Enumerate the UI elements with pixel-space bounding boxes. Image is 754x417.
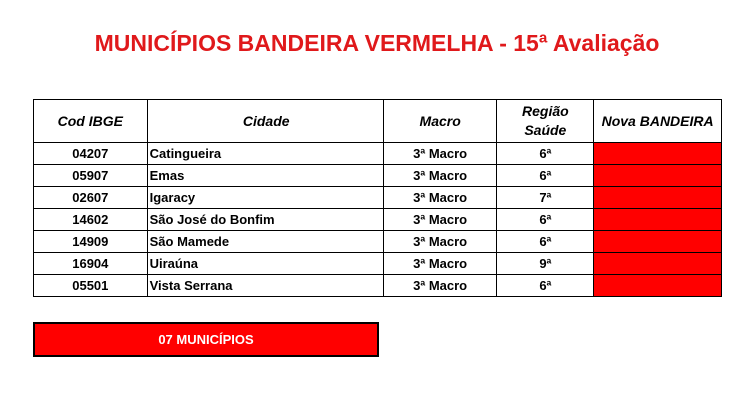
header-regiao-line1: Região (522, 103, 569, 119)
municipios-table (33, 99, 722, 297)
cell-cod: 04207 (34, 143, 148, 165)
header-cod-ibge: Cod IBGE (34, 100, 148, 143)
cell-regiao: 6ª (497, 209, 594, 231)
cell-regiao: 7ª (497, 187, 594, 209)
cell-regiao: 6ª (497, 165, 594, 187)
cell-bandeira-flag (594, 275, 722, 297)
cell-macro: 3ª Macro (383, 253, 497, 275)
cell-bandeira-flag (594, 165, 722, 187)
table-row (34, 143, 722, 165)
cell-cod: 05907 (34, 165, 148, 187)
header-regiao-line2: Saúde (524, 122, 567, 138)
summary-count-box: 07 MUNICÍPIOS (33, 322, 379, 357)
table-row (34, 165, 722, 187)
cell-cidade: Catingueira (147, 143, 383, 165)
cell-cidade: Vista Serrana (147, 275, 383, 297)
header-regiao-saude (497, 100, 594, 143)
cell-cod: 16904 (34, 253, 148, 275)
cell-cod: 14909 (34, 231, 148, 253)
cell-cidade: São Mamede (147, 231, 383, 253)
cell-regiao: 6ª (497, 231, 594, 253)
cell-macro: 3ª Macro (383, 187, 497, 209)
cell-bandeira-flag (594, 143, 722, 165)
cell-cidade: Igaracy (147, 187, 383, 209)
cell-bandeira-flag (594, 253, 722, 275)
cell-cidade: Emas (147, 165, 383, 187)
cell-cod: 14602 (34, 209, 148, 231)
cell-cidade: Uiraúna (147, 253, 383, 275)
cell-bandeira-flag (594, 209, 722, 231)
header-nova-bandeira: Nova BANDEIRA (594, 100, 722, 143)
table-row (34, 209, 722, 231)
cell-cidade: São José do Bonfim (147, 209, 383, 231)
cell-regiao: 6ª (497, 143, 594, 165)
header-macro: Macro (383, 100, 497, 143)
cell-cod: 05501 (34, 275, 148, 297)
cell-bandeira-flag (594, 231, 722, 253)
cell-macro: 3ª Macro (383, 209, 497, 231)
table-row (34, 231, 722, 253)
table-row (34, 275, 722, 297)
header-cidade: Cidade (147, 100, 383, 143)
cell-cod: 02607 (34, 187, 148, 209)
table-header-row (34, 100, 722, 143)
cell-regiao: 6ª (497, 275, 594, 297)
table-row (34, 253, 722, 275)
cell-regiao: 9ª (497, 253, 594, 275)
cell-bandeira-flag (594, 187, 722, 209)
cell-macro: 3ª Macro (383, 165, 497, 187)
cell-macro: 3ª Macro (383, 231, 497, 253)
cell-macro: 3ª Macro (383, 275, 497, 297)
cell-macro: 3ª Macro (383, 143, 497, 165)
page-title: MUNICÍPIOS BANDEIRA VERMELHA - 15ª Avaliação (94, 30, 660, 56)
table-row (34, 187, 722, 209)
